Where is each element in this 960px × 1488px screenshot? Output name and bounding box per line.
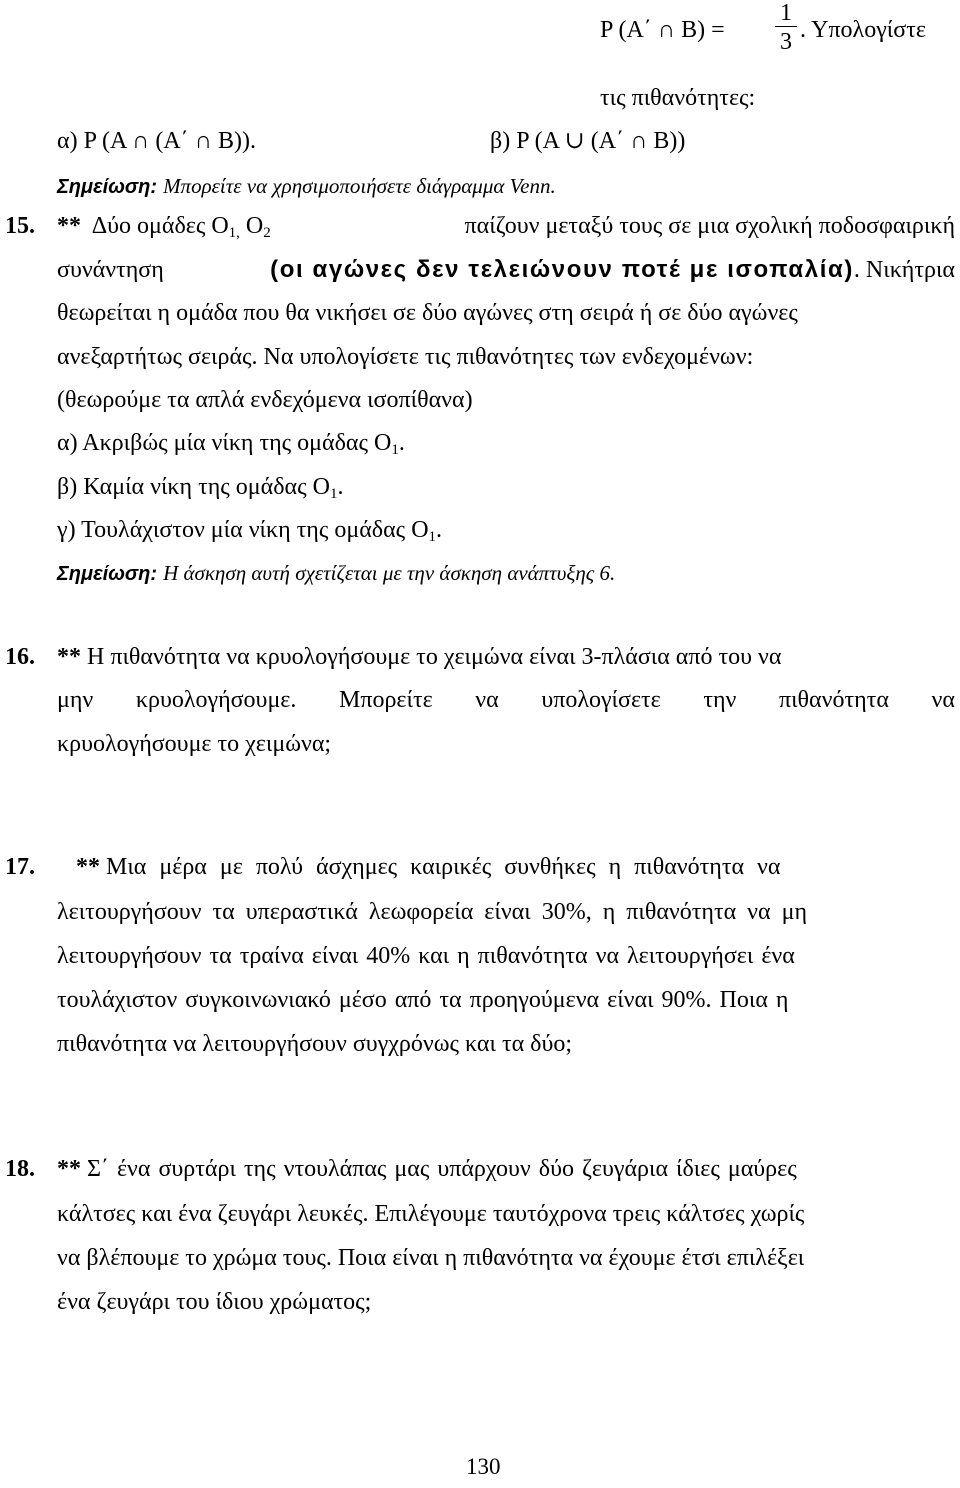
- q18-text: Σ΄ ένα συρτάρι της ντουλάπας μας υπάρχουν δύο ζευγάρια ίδιες μαύρες: [87, 1156, 797, 1182]
- difficulty-stars: **: [57, 644, 81, 670]
- page-number: 130: [466, 1454, 501, 1479]
- question-number-18: [5, 1157, 35, 1181]
- w: υπολογίσετε: [541, 687, 661, 713]
- q16-text: Η πιθανότητα να κρυολογήσουμε το χειμώνα είναι 3-πλάσια από του να: [87, 644, 782, 670]
- question-number: 15.: [5, 213, 35, 239]
- subscript: 1: [329, 486, 338, 502]
- prob-intro: τις πιθανότητες:: [600, 85, 756, 111]
- q15-sub-c: [57, 517, 443, 545]
- q15-sub-b-text: β) Καμία νίκη της ομάδας Ο: [57, 474, 330, 500]
- equation-left: P (A΄ ∩ B) =: [600, 17, 725, 43]
- q15-line-5: (θεωρούμε τα απλά ενδεχόμενα ισοπίθανα): [57, 387, 473, 413]
- q16-line-2: [57, 688, 955, 712]
- note-venn: [57, 174, 556, 198]
- fraction-denominator: 3: [780, 29, 792, 55]
- sub-question-b: β) P (A ∪ (A΄ ∩ B)): [490, 128, 686, 154]
- q15-line-1: [57, 213, 955, 241]
- subscript: 1,: [228, 225, 240, 241]
- subscript: 2: [263, 225, 271, 241]
- fraction-one-third: [775, 0, 797, 57]
- note-label: Σημείωση:: [57, 563, 158, 585]
- subscript: 1: [428, 529, 437, 545]
- q18-line-2: κάλτσες και ένα ζευγάρι λευκές. Επιλέγουμε ταυτόχρονα τρεις κάλτσες χωρίς: [57, 1201, 805, 1227]
- difficulty-stars: **: [76, 854, 100, 880]
- question-number-17: [5, 855, 35, 879]
- w: να: [475, 687, 499, 713]
- q18-line-4: ένα ζευγάρι του ίδιου χρώματος;: [57, 1289, 372, 1315]
- q15-note: [57, 561, 615, 585]
- q15-text: συνάντηση: [57, 257, 164, 283]
- q15-line-3: θεωρείται η ομάδα που θα νικήσει σε δύο αγώνες στη σειρά ή σε δύο αγώνες: [57, 300, 798, 326]
- q16-line-1: [57, 645, 781, 669]
- question-number: 17.: [5, 854, 35, 880]
- q15-sub-c-text: γ) Τουλάχιστον μία νίκη της ομάδας Ο: [57, 517, 429, 543]
- q15-line-1-head: [57, 213, 271, 241]
- sub-question-a: α) P (A ∩ (A΄ ∩ B)).: [57, 128, 256, 154]
- q15-text-b: Ο: [245, 213, 264, 239]
- note-label: Σημείωση:: [57, 176, 158, 198]
- question-number-15: [5, 214, 35, 238]
- w: Μπορείτε: [338, 687, 433, 713]
- difficulty-stars: **: [57, 213, 81, 239]
- subscript: 1: [391, 442, 399, 458]
- question-number: 16.: [5, 644, 35, 670]
- bold-emphasis: (οι αγώνες δεν τελειώνουν ποτέ με ισοπαλία): [270, 256, 854, 283]
- q17-line-1: [76, 855, 780, 879]
- w: να: [931, 687, 955, 713]
- q15-line-2-tail: [270, 258, 955, 282]
- period: .: [436, 517, 443, 543]
- q17-text: Μια μέρα με πολύ άσχημες καιρικές συνθήκες η πιθανότητα να: [106, 854, 781, 880]
- q15-sub-a: [57, 430, 405, 458]
- q15-sub-a-text: α) Ακριβώς μία νίκη της ομάδας Ο: [57, 430, 392, 456]
- q15-sub-b: [57, 474, 344, 502]
- question-number: 18.: [5, 1156, 35, 1182]
- q16-line-3: κρυολογήσουμε το χειμώνα;: [57, 731, 332, 757]
- q17-line-4: τουλάχιστον συγκοινωνιακό μέσο από τα προηγούμενα είναι 90%. Ποια η: [57, 987, 789, 1013]
- w: πιθανότητα: [778, 687, 889, 713]
- q15-text-a: Δύο ομάδες Ο: [91, 213, 229, 239]
- w: την: [703, 687, 737, 713]
- period: .: [398, 430, 405, 456]
- fraction-numerator: 1: [780, 0, 792, 26]
- w: μην: [57, 687, 94, 713]
- q15-text-c: παίζουν μεταξύ τους σε μια σχολική ποδοσφαιρική: [464, 213, 955, 239]
- note-text: Μπορείτε να χρησιμοποιήσετε διάγραμμα Venn.: [163, 174, 556, 198]
- q18-line-1: [57, 1157, 797, 1181]
- w: κρυολογήσουμε.: [135, 687, 297, 713]
- q18-line-3: να βλέπουμε το χρώμα τους. Ποια είναι η πιθανότητα να έχουμε έτσι επιλέξει: [57, 1245, 805, 1271]
- q17-line-5: πιθανότητα να λειτουργήσουν συγχρόνως και τα δύο;: [57, 1031, 573, 1057]
- q15-line-4: ανεξαρτήτως σειράς. Να υπολογίσετε τις πιθανότητες των ενδεχομένων:: [57, 344, 754, 370]
- period: .: [337, 474, 344, 500]
- q17-line-2: λειτουργήσουν τα υπεραστικά λεωφορεία είναι 30%, η πιθανότητα να μη: [57, 899, 808, 925]
- question-number-16: [5, 645, 35, 669]
- note-text: Η άσκηση αυτή σχετίζεται με την άσκηση ανάπτυξης 6.: [163, 561, 616, 585]
- equation-right: . Υπολογίστε: [800, 17, 926, 43]
- q15-line-2: [57, 258, 955, 282]
- q15-text: . Νικήτρια: [853, 257, 955, 283]
- equation-line: [600, 18, 725, 42]
- difficulty-stars: **: [57, 1156, 81, 1182]
- q17-line-3: λειτουργήσουν τα τραίνα είναι 40% και η πιθανότητα να λειτουργήσει ένα: [57, 943, 795, 969]
